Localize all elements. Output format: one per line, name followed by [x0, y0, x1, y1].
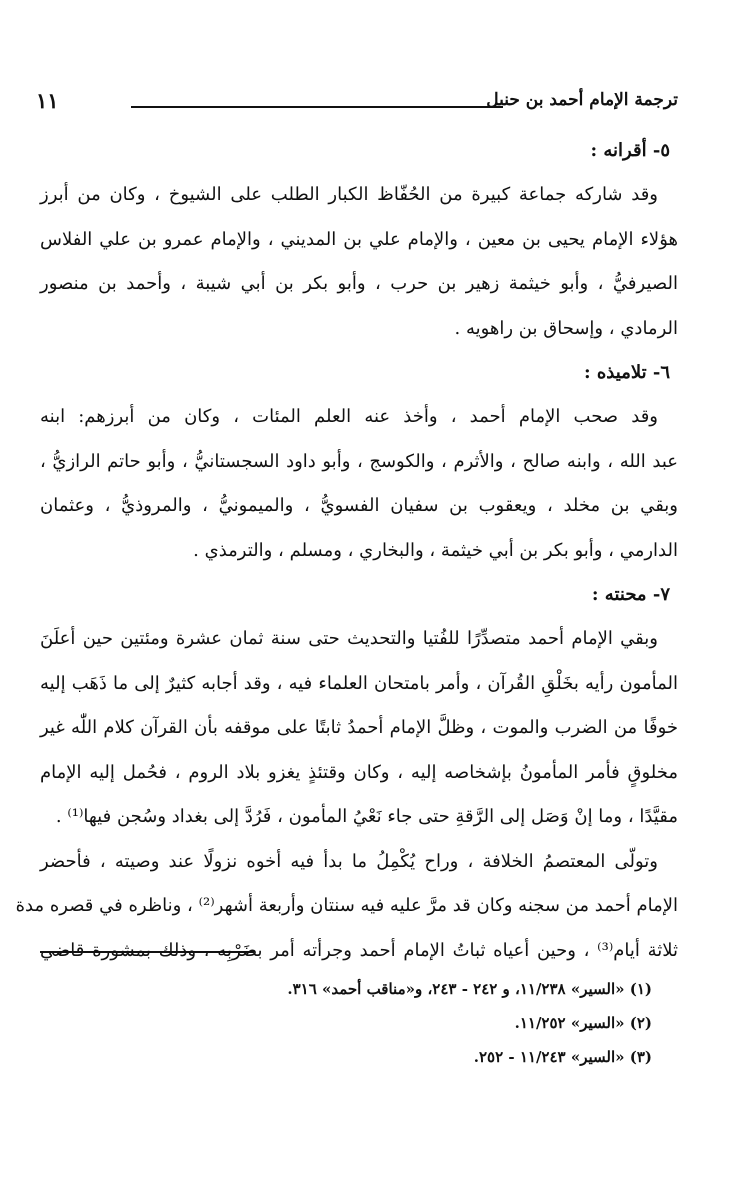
footnotes — [40, 972, 652, 1074]
footnote: (٢) «السير» ١١/٢٥٢. — [514, 1014, 652, 1032]
text-line: مقيَّدًا ، وما إنْ وَصَل إلى الرَّقةِ حتى جاء نَعْيُ المأمون ، فَرُدَّ إلى بغداد وسُجن فيها⁽¹⁾ . — [55, 806, 678, 827]
text-line: وبقي الإمام أحمد متصدِّرًا للفُتيا والتحديث حتى سنة ثمان عشرة ومئتين حين أعلَنَ — [40, 628, 658, 649]
text-line: الدارمي ، وأبو بكر بن أبي خيثمة ، والبخاري ، ومسلم ، والترمذي . — [193, 539, 678, 561]
text-line: وبقي بن مخلد ، ويعقوب بن سفيان الفسويُّ ، والميمونيُّ ، والمروذيُّ ، وعثمان — [40, 495, 678, 516]
body-text — [15, 129, 678, 973]
text-line: عبد الله ، وابنه صالح ، والأثرم ، والكوسج ، وأبو داود السجستانيُّ ، وأبو حاتم الرازيُّ ، — [40, 450, 678, 472]
text-line: مخلوقٍ فأمر المأمونُ بإشخاصه إليه ، وكان وقتئذٍ يغزو بلاد الروم ، فحُمل إليه الإمام — [40, 761, 678, 783]
text-line: هؤلاء الإمام يحيى بن معين ، والإمام علي بن المديني ، والإمام عمرو بن علي الفلاس — [40, 228, 678, 250]
text-line: الإمام أحمد من سجنه وكان قد مرَّ عليه فيه سنتان وأربعة أشهر⁽²⁾ ، وناظره في قصره مدة — [15, 895, 678, 916]
text-line: المأمون رأيه بخَلْقِ القُرآن ، وأمر بامتحان العلماء فيه ، وقد أجابه كثيرٌ إلى ما ذَهَب إليه — [40, 672, 678, 694]
footnote: (١) «السير» ١١/٢٣٨، و ٢٤٢ - ٢٤٣، و«مناقب أحمد» ٣١٦. — [287, 980, 652, 998]
footnote-rule — [40, 951, 254, 953]
text-line: وقد صحب الإمام أحمد ، وأخذ عنه العلم المئات ، وكان من أبرزهم: ابنه — [40, 406, 658, 427]
page-header — [36, 88, 678, 124]
footnote: (٣) «السير» ١١/٢٤٣ - ٢٥٢. — [473, 1048, 652, 1066]
section-heading: ٧- محنته : — [591, 584, 670, 605]
text-line: ثلاثة أيام⁽³⁾ ، وحين أعياه ثباتُ الإمام أحمد وجرأته أمر بضَرْبِه ، وذلك بمشورة قاضي — [40, 939, 678, 961]
header-rule — [131, 106, 503, 108]
section-heading: ٥- أقرانه : — [590, 140, 670, 161]
text-line: وتولّى المعتصمُ الخلافة ، وراح يُكْمِلُ ما بدأ فيه أخوه نزولًا عند وصيته ، فأحضر — [40, 850, 658, 872]
text-line: الصيرفيُّ ، وأبو خيثمة زهير بن حرب ، وأبو بكر بن أبي شيبة ، وأحمد بن منصور — [40, 273, 678, 294]
running-title: ترجمة الإمام أحمد بن حنبل — [486, 90, 678, 110]
page-number: ١١ — [36, 88, 59, 113]
text-line: الرمادي ، وإسحاق بن راهويه . — [454, 317, 678, 339]
text-line: وقد شاركه جماعة كبيرة من الحُفّاظ الكبار الطلب على الشيوخ ، وكان من أبرز — [40, 184, 658, 205]
text-line: خوفًا من الضرب والموت ، وظلَّ الإمام أحمدُ ثابتًا على موقفه بأن القرآن كلام اللّٰه غير — [40, 717, 678, 738]
section-heading: ٦- تلاميذه : — [583, 362, 670, 383]
